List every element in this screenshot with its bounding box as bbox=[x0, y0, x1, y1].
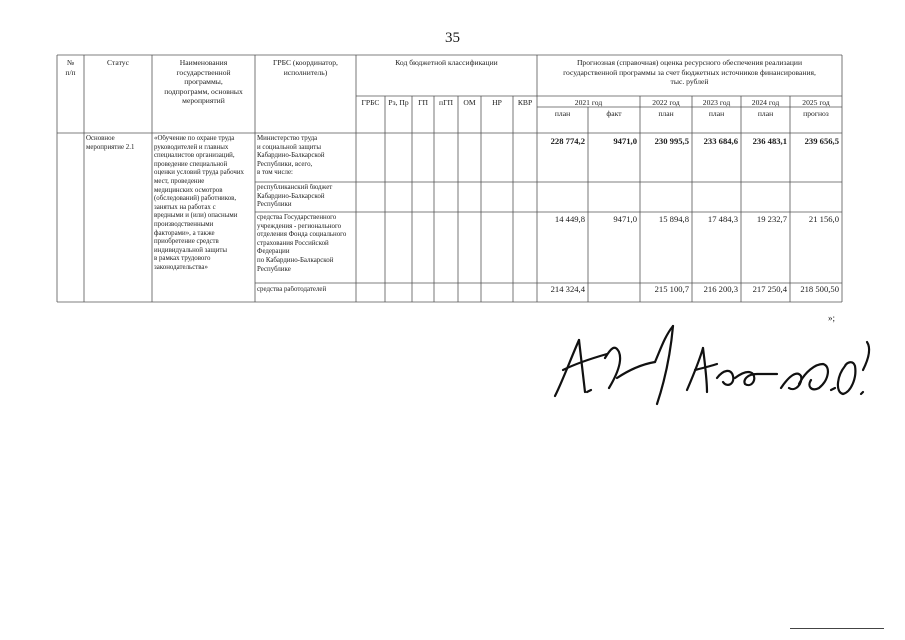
value-2024-plan: 19 232,7 bbox=[756, 215, 787, 224]
value-2023-plan: 233 684,6 bbox=[703, 137, 738, 146]
value-2022-plan: 230 995,5 bbox=[654, 137, 689, 146]
value-2023-plan: 216 200,3 bbox=[703, 285, 738, 294]
year-2024: 2024 год bbox=[751, 98, 780, 107]
value-2021-plan: 214 324,4 bbox=[550, 285, 585, 294]
value-2021-plan: 14 449,8 bbox=[554, 215, 585, 224]
header-program-name: Наименования государственной программы, подпрограмм, основных мероприятий bbox=[164, 58, 243, 106]
row-status: Основное мероприятие 2.1 bbox=[86, 135, 135, 151]
subhead-2024-plan: план bbox=[757, 109, 774, 118]
header-resource-estimate: Прогнозная (справочная) оценка ресурсного обеспечения реализации государственной программы за счет бюджетных источников финансирования, тыс. рублей bbox=[563, 58, 816, 87]
subhead-2023-plan: план bbox=[708, 109, 725, 118]
code-header-grbs: ГРБС bbox=[361, 98, 380, 107]
source-label: средства работодателей bbox=[257, 286, 327, 293]
value-2025-forecast: 218 500,50 bbox=[800, 285, 839, 294]
source-label: средства Государственного учреждения - регионального отделения Фонда социального страхования Российской Федерации по Кабардино-Балкарской Республике bbox=[257, 214, 347, 273]
row-program-name: «Обучение по охране труда руководителей и главных специалистов организаций, проведение специальной оценки условий труда рабочих мест, проведение медицинских осмотров (обследований) работников, занятых на работах с вредными и (или) опасными производственными факторами», а также приобретение средств индивидуальной защиты в рамках трудового законодательства» bbox=[154, 135, 244, 271]
code-header-rz-pr: Рз, Пр bbox=[388, 98, 409, 107]
value-2024-plan: 217 250,4 bbox=[752, 285, 787, 294]
code-header-nr: НР bbox=[492, 98, 502, 107]
page-number: 35 bbox=[445, 30, 460, 46]
subhead-2021-fact: факт bbox=[606, 109, 622, 118]
source-label: Министерство труда и социальной защиты Кабардино-Балкарской Республики, всего, в том числе: bbox=[257, 135, 325, 177]
value-2025-forecast: 21 156,0 bbox=[808, 215, 839, 224]
footer-divider bbox=[790, 628, 884, 629]
header-budget-codes: Код бюджетной классификации bbox=[395, 58, 498, 67]
year-2023: 2023 год bbox=[702, 98, 731, 107]
year-2022: 2022 год bbox=[652, 98, 680, 107]
subhead-2022-plan: план bbox=[658, 109, 674, 118]
value-2022-plan: 215 100,7 bbox=[654, 285, 689, 294]
code-header-gp: ГП bbox=[418, 98, 428, 107]
value-2024-plan: 236 483,1 bbox=[752, 137, 787, 146]
header-grbs: ГРБС (координатор, исполнитель) bbox=[273, 58, 338, 77]
subhead-2021-plan: план bbox=[554, 109, 571, 118]
source-label: республиканский бюджет Кабардино-Балкарской Республики bbox=[257, 184, 333, 209]
value-2021-plan: 228 774,2 bbox=[550, 137, 585, 146]
handwritten-signature bbox=[545, 318, 875, 408]
value-2022-plan: 15 894,8 bbox=[658, 215, 689, 224]
year-2021: 2021 год bbox=[574, 98, 603, 107]
value-2021-fact: 9471,0 bbox=[613, 137, 637, 146]
end-mark: »; bbox=[828, 313, 836, 323]
code-header-om: ОМ bbox=[463, 98, 476, 107]
year-2025: 2025 год bbox=[802, 98, 830, 107]
header-status: Статус bbox=[107, 58, 129, 67]
code-header-kvr: КВР bbox=[517, 98, 533, 107]
header-number: № п/п bbox=[65, 58, 76, 77]
code-header-pgp: пГП bbox=[439, 98, 453, 107]
subhead-2025-forecast: прогноз bbox=[803, 109, 829, 118]
value-2023-plan: 17 484,3 bbox=[707, 215, 738, 224]
value-2021-fact: 9471,0 bbox=[613, 215, 637, 224]
value-2025-forecast: 239 656,5 bbox=[804, 137, 839, 146]
